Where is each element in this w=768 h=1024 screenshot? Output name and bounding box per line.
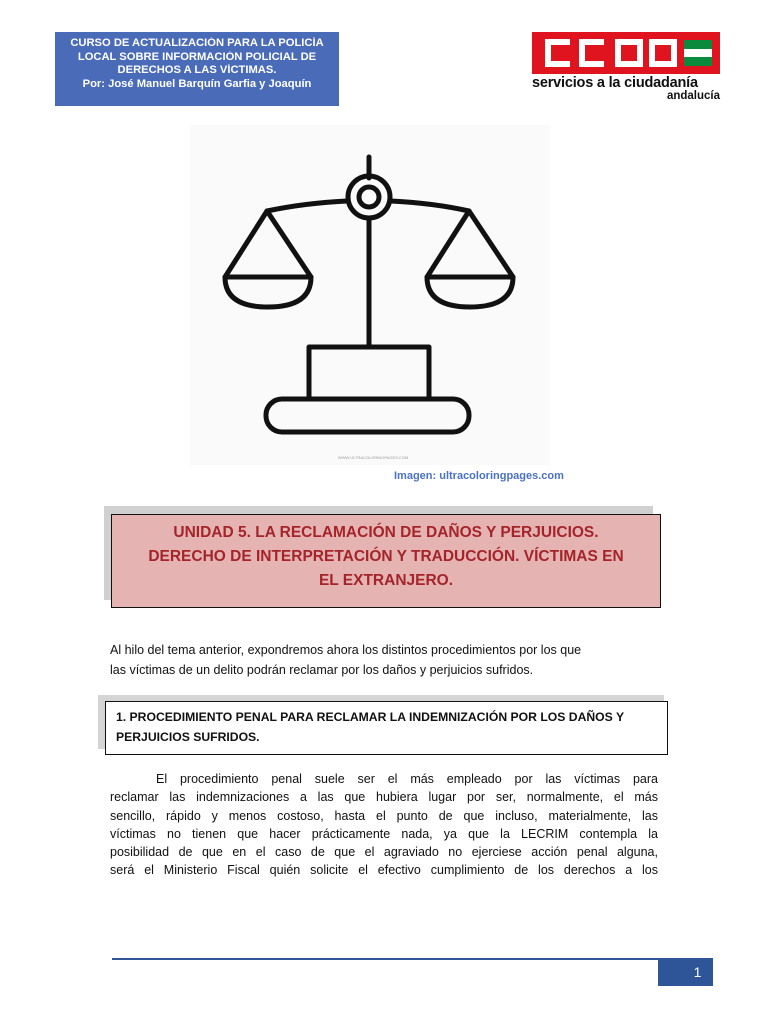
intro-paragraph: [110, 640, 670, 680]
logo-subtitle: servicios a la ciudadanía: [532, 75, 698, 91]
logo-red-band: [532, 32, 720, 74]
course-title-box: [55, 32, 339, 106]
section-heading-line: 1. PROCEDIMIENTO PENAL PARA RECLAMAR LA INDEMNIZACIÓN POR LOS DAÑOS Y: [116, 710, 625, 724]
course-title-line: DERECHOS A LAS VÍCTIMAS.: [117, 64, 277, 76]
logo-region: andalucía: [666, 90, 720, 102]
intro-line: Al hilo del tema anterior, expondremos ahora los distintos procedimientos por los que: [110, 643, 582, 657]
footer-rule: [112, 958, 658, 960]
page-number: 1: [658, 958, 713, 986]
ccoo-wordmark-icon: [540, 37, 680, 69]
body-line: será el Ministerio Fiscal quién solicite el efectivo cumplimiento de los derechos a los: [110, 863, 658, 878]
unit-title-line: UNIDAD 5. LA RECLAMACIÓN DE DAÑOS Y PERJUICIOS.: [173, 524, 599, 541]
course-title-line: CURSO DE ACTUALIZACIÓN PARA LA POLICÍA: [70, 37, 324, 49]
scales-illustration: [190, 125, 550, 465]
body-line: reclamar las indemnizaciones a las que hubiera lugar por ser, normalmente, el más: [110, 790, 658, 805]
course-authors-line: Por: José Manuel Barquín Garfia y Joaquín: [82, 77, 312, 90]
scales-of-justice-icon: [190, 125, 550, 465]
body-line: posibilidad de que en el caso de que el agraviado no ejerciese acción penal alguna,: [110, 845, 658, 860]
andalucia-flag-icon: [684, 40, 712, 66]
body-line: El procedimiento penal suele ser el más empleado por las víctimas para: [156, 772, 658, 786]
section-heading-line: PERJUICIOS SUFRIDOS.: [116, 730, 260, 744]
body-paragraph: [110, 770, 658, 880]
unit-title-line: EL EXTRANJERO.: [318, 572, 454, 589]
section-heading-box: [105, 701, 668, 755]
image-credit: Imagen: ultracoloringpages.com: [394, 470, 564, 482]
body-line: sencillo, rápido y menos costoso, hasta el punto de que incluso, materialmente, las: [110, 808, 658, 823]
unit-title-box: [111, 514, 661, 608]
unit-title-line: DERECHO DE INTERPRETACIÓN Y TRADUCCIÓN. VÍCTIMAS EN: [148, 548, 624, 565]
ccoo-logo: [532, 32, 720, 104]
body-line: víctimas no tienen que hacer prácticamente nada, ya que la LECRIM contempla la: [110, 826, 658, 841]
intro-line: las víctimas de un delito podrán reclamar por los daños y perjuicios sufridos.: [110, 663, 534, 677]
illustration-source-url: WWW.ULTRACOLORINGPAGES.COM: [338, 455, 409, 460]
course-title-line: LOCAL SOBRE INFORMACIÓN POLICIAL DE: [77, 50, 317, 63]
